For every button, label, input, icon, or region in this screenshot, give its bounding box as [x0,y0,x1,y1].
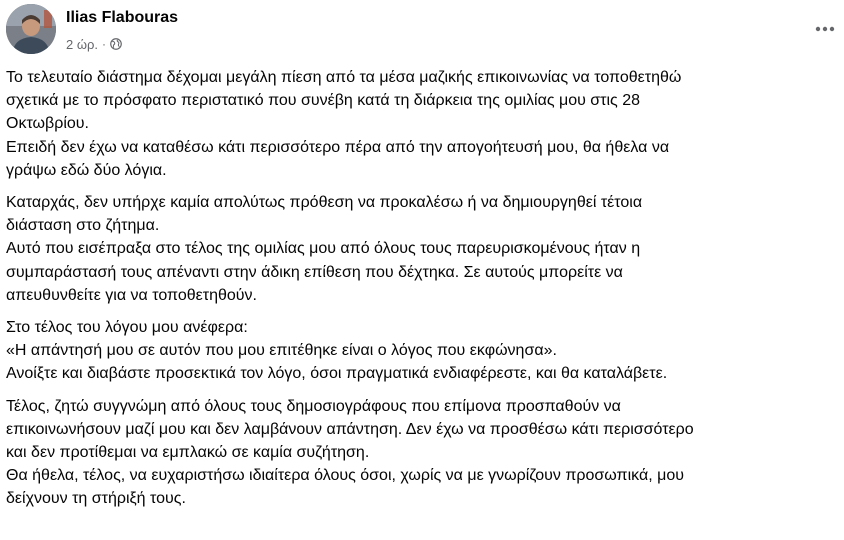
meta-separator: · [102,37,106,51]
post-text-line: απευθυνθείτε για να τοποθετηθούν. [6,286,257,304]
post-text-line: Οκτωβρίου. [6,115,89,133]
post-text-line: Το τελευταίο διάστημα δέχομαι μεγάλη πίεση από τα μέσα μαζικής επικοινωνίας να τοποθετηθώ [6,69,682,86]
post-text-line: Καταρχάς, δεν υπήρχε καμία απολύτως πρόθεση να προκαλέσω ή να δημιουργηθεί τέτοια [6,194,643,212]
post-text-line: Στο τέλος του λόγου μου ανέφερα: [6,319,248,337]
post-text-line: Αυτό που εισέπραξα στο τέλος της ομιλίας μου από όλους τους παρευρισκομένους ήταν η [6,240,641,258]
avatar-photo-icon [6,4,56,54]
post-text-line: Επειδή δεν έχω να καταθέσω κάτι περισσότερο πέρα από την απογοήτευσή μου, θα ήθελα να [6,138,670,156]
more-options-icon[interactable] [812,16,838,42]
post-text-line: συμπαράστασή τους απέναντι στην άδικη επίθεση που δέχτηκα. Σε αυτούς μπορείτε να [6,263,623,281]
post-text-line: Τέλος, ζητώ συγγνώμη από όλους τους δημοσιογράφους που επίμονα προσπαθούν να [6,397,621,415]
post-text-line: «Η απάντησή μου σε αυτόν που μου επιτέθηκε είναι ο λόγος που εκφώνησα». [6,342,557,360]
post-text-line: σχετικά με το πρόσφατο περιστατικό που συνέβη κατά τη διάρκεια της ομιλίας μου στις 28 [6,92,640,110]
post-text-line: Ανοίξτε και διαβάστε προσεκτικά τον λόγο, όσοι πραγματικά ενδιαφέρεστε, και θα καταλάβετε. [6,365,668,383]
avatar[interactable] [6,4,56,54]
post-meta [66,35,122,53]
post-text-line: Θα ήθελα, τέλος, να ευχαριστήσω ιδιαίτερα όλους όσοι, χωρίς να με γνωρίζουν προσωπικά, μου [6,467,684,485]
post-body [6,66,826,520]
post-text-line: και δεν προτίθεμαι να εμπλακώ σε καμία συζήτηση. [6,444,370,462]
post-paragraph [6,66,826,182]
post-paragraph [6,191,826,307]
post-time[interactable]: 2 ώρ. [66,36,98,52]
post-text-line: δείχνουν τη στήριξή τους. [6,490,186,508]
post-text-line: διάσταση στο ζήτημα. [6,217,160,235]
globe-icon[interactable] [110,38,122,50]
author-name[interactable]: Ilias Flabouras [66,9,179,26]
post-paragraph [6,316,826,386]
post-text-line: επικοινωνήσουν μαζί μου και δεν λαμβάνουν απάντηση. Δεν έχω να προσθέσω κάτι περισσότερο [6,420,694,438]
post-paragraph [6,395,826,511]
post-text-line: γράψω εδώ δύο λόγια. [6,161,167,179]
post-header [6,4,838,56]
